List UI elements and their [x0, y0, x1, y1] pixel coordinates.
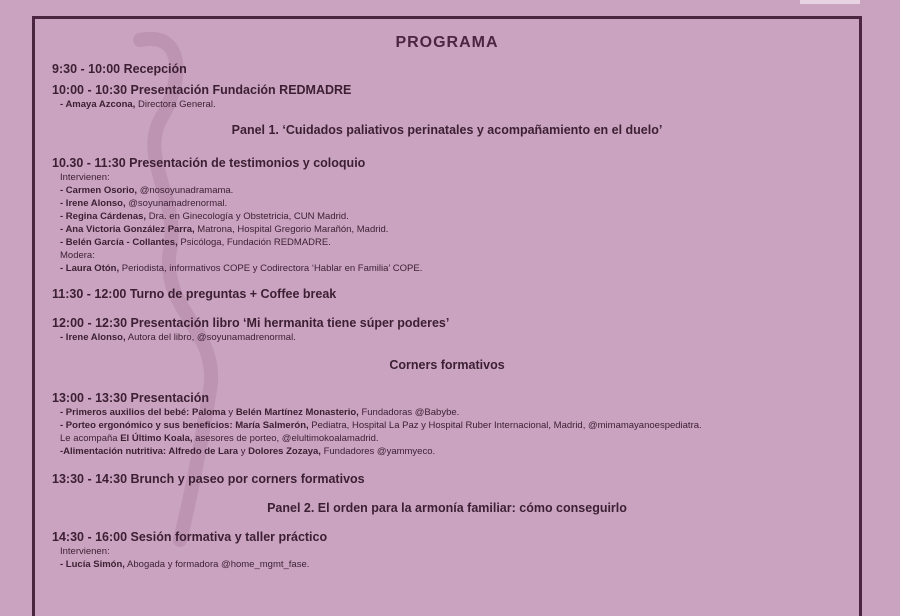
program-content	[52, 34, 842, 571]
speaker-line: - Lucía Simón, Abogada y formadora @home_mgmt_fase.	[60, 559, 310, 570]
speaker-line: - Amaya Azcona, Directora General.	[60, 99, 216, 110]
corners-heading: Corners formativos	[389, 358, 505, 372]
panel-1-heading: Panel 1. ‘Cuidados paliativos perinatales y acompañamiento en el duelo’	[231, 123, 663, 137]
intervienen-label: Intervienen:	[60, 172, 110, 183]
corner-line: -Alimentación nutritiva: Alfredo de Lara y Dolores Zozaya, Fundadores @yammyeco.	[60, 446, 436, 457]
speaker-line: - Ana Victoria González Parra, Matrona, Hospital Gregorio Marañón, Madrid.	[60, 224, 389, 235]
panel-2-heading: Panel 2. El orden para la armonía familiar: cómo conseguirlo	[267, 501, 627, 515]
block-presentacion-libro: 12:00 - 12:30 Presentación libro ‘Mi hermanita tiene súper poderes’	[52, 316, 450, 330]
corner-line: Le acompaña El Último Koala, asesores de porteo, @elultimokoalamadrid.	[60, 433, 379, 444]
block-sesion-formativa: 14:30 - 16:00 Sesión formativa y taller práctico	[52, 530, 328, 544]
block-presentacion-fundacion: 10:00 - 10:30 Presentación Fundación REDMADRE	[52, 83, 352, 97]
speaker-line: - Laura Otón, Periodista, informativos COPE y Codirectora ‘Hablar en Familia’ COPE.	[60, 263, 423, 274]
speaker-line: - Belén García - Collantes, Psicóloga, Fundación REDMADRE.	[60, 237, 331, 248]
intervienen-label: Intervienen:	[60, 546, 110, 557]
block-brunch: 13:30 - 14:30 Brunch y paseo por corners formativos	[52, 472, 365, 486]
program-title: PROGRAMA	[395, 34, 499, 51]
block-presentacion: 13:00 - 13:30 Presentación	[52, 391, 210, 405]
speaker-line: - Irene Alonso, @soyunamadrenormal.	[60, 198, 228, 209]
corner-line: - Primeros auxilios del bebé: Paloma y Belén Martínez Monasterio, Fundadoras @Babybe.	[60, 407, 460, 418]
speaker-line: - Regina Cárdenas, Dra. en Ginecología y Obstetricia, CUN Madrid.	[60, 211, 349, 222]
speaker-line: - Carmen Osorio, @nosoyunadramama.	[60, 185, 234, 196]
modera-label: Modera:	[60, 250, 95, 261]
block-coffee-break: 11:30 - 12:00 Turno de preguntas + Coffee break	[52, 287, 337, 301]
block-recepcion: 9:30 - 10:00 Recepción	[52, 62, 187, 76]
speaker-line: - Irene Alonso, Autora del libro, @soyunamadrenormal.	[60, 332, 296, 343]
block-testimonios: 10.30 - 11:30 Presentación de testimonios y coloquio	[52, 156, 366, 170]
corner-line: - Porteo ergonómico y sus beneficios: María Salmerón, Pediatra, Hospital La Paz y Hospital Ruber Internacional, Madrid, @mimamayanoespediatra.	[60, 420, 702, 431]
top-edge-mark	[800, 0, 860, 4]
